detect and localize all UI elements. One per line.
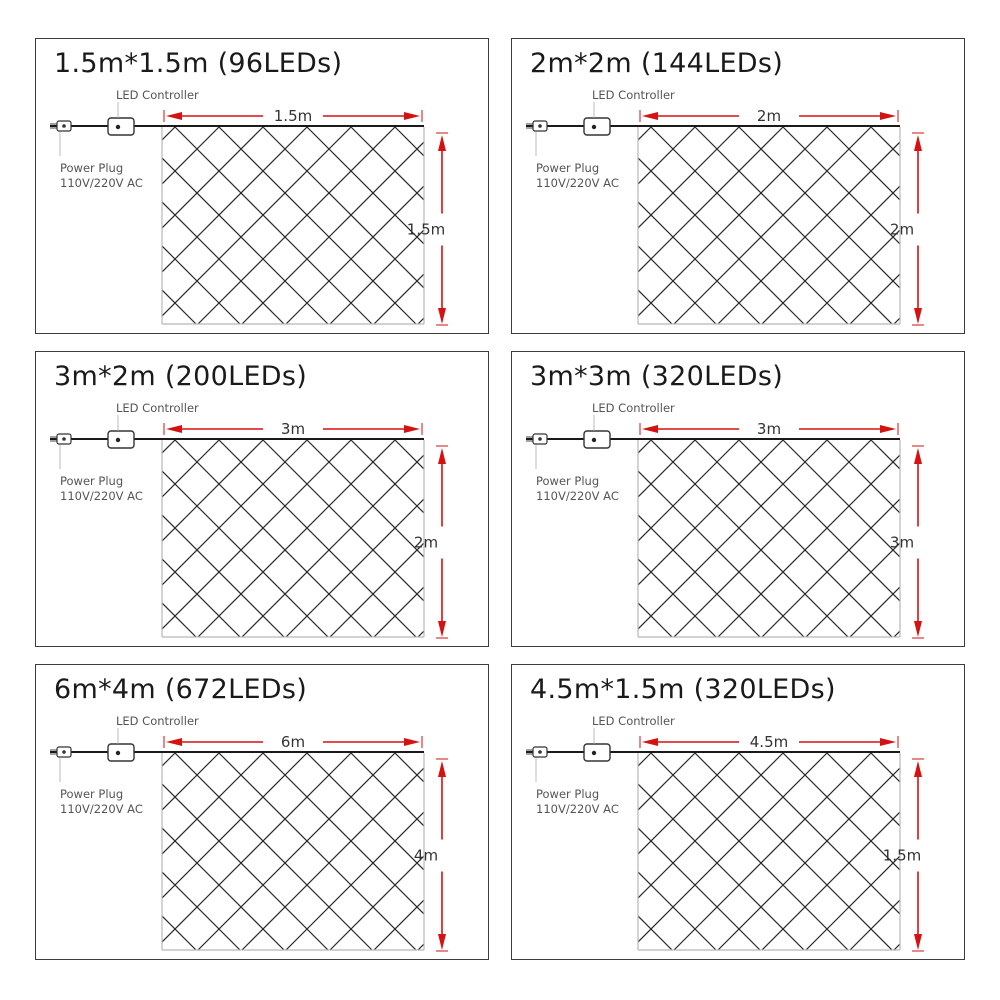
net-light-diagram — [36, 39, 490, 335]
height-label: 2m — [889, 220, 915, 239]
panel-title: 2m*2m (144LEDs) — [530, 48, 784, 79]
height-label: 1.5m — [406, 220, 446, 239]
controller-label: LED Controller — [116, 714, 199, 728]
led-controller-icon — [108, 102, 134, 135]
panel-title: 3m*2m (200LEDs) — [54, 361, 308, 392]
led-controller-icon — [108, 415, 134, 448]
led-controller-icon — [584, 102, 610, 135]
size-panel — [511, 38, 965, 334]
voltage-label: 110V/220V AC — [536, 176, 619, 190]
voltage-label: 110V/220V AC — [60, 802, 143, 816]
controller-label: LED Controller — [116, 401, 199, 415]
width-label: 1.5m — [273, 107, 313, 125]
net-light-diagram — [36, 665, 490, 961]
width-label: 3m — [280, 420, 306, 438]
power-plug-label: Power Plug — [536, 474, 600, 488]
size-panel — [35, 351, 489, 647]
height-label: 4m — [413, 846, 439, 865]
net-light-diagram — [36, 352, 490, 648]
power-plug-label: Power Plug — [60, 161, 124, 175]
led-controller-icon — [584, 728, 610, 761]
size-panel — [35, 38, 489, 334]
net-light-diagram — [512, 39, 966, 335]
size-panel — [511, 664, 965, 960]
size-panel — [35, 664, 489, 960]
width-label: 6m — [280, 733, 306, 751]
width-label: 2m — [756, 107, 782, 125]
led-controller-icon — [108, 728, 134, 761]
voltage-label: 110V/220V AC — [60, 176, 143, 190]
panel-title: 1.5m*1.5m (96LEDs) — [54, 48, 343, 79]
power-plug-label: Power Plug — [60, 474, 124, 488]
led-controller-icon — [584, 415, 610, 448]
panel-title: 6m*4m (672LEDs) — [54, 674, 308, 705]
controller-label: LED Controller — [116, 88, 199, 102]
power-plug-label: Power Plug — [60, 787, 124, 801]
voltage-label: 110V/220V AC — [536, 802, 619, 816]
panel-title: 3m*3m (320LEDs) — [530, 361, 784, 392]
height-label: 1.5m — [882, 846, 922, 865]
net-light-diagram — [512, 352, 966, 648]
height-label: 3m — [889, 533, 915, 552]
controller-label: LED Controller — [592, 714, 675, 728]
size-panel — [511, 351, 965, 647]
width-label: 4.5m — [749, 733, 789, 751]
controller-label: LED Controller — [592, 401, 675, 415]
controller-label: LED Controller — [592, 88, 675, 102]
voltage-label: 110V/220V AC — [536, 489, 619, 503]
height-label: 2m — [413, 533, 439, 552]
power-plug-label: Power Plug — [536, 787, 600, 801]
voltage-label: 110V/220V AC — [60, 489, 143, 503]
panel-title: 4.5m*1.5m (320LEDs) — [530, 674, 836, 705]
power-plug-label: Power Plug — [536, 161, 600, 175]
width-label: 3m — [756, 420, 782, 438]
net-light-diagram — [512, 665, 966, 961]
